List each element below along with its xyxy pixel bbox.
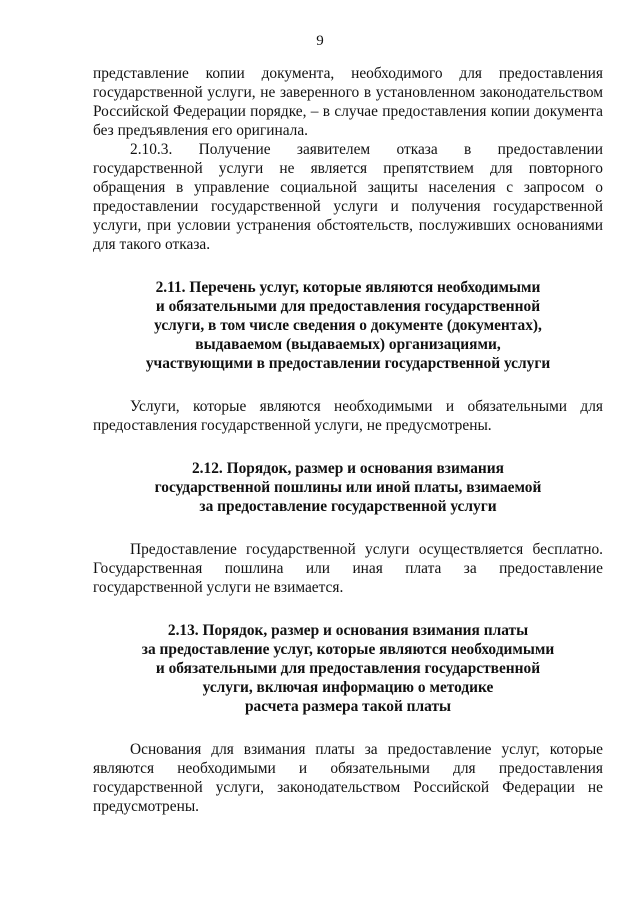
heading-2-13-line-4: услуги, включая информацию о методике — [202, 679, 494, 696]
paragraph-copy-document: представление копии документа, необходимого для предоставления государственной услуги, не заверенного в установленном законодательством Российской Федерации порядке, – в случае предоставления копии документа без предъявления его оригинала. — [93, 65, 603, 139]
heading-2-13-line-3: и обязательными для предоставления государственной — [155, 660, 541, 677]
heading-2-11-line-5: участвующими в предоставлении государственной услуги — [145, 355, 551, 372]
heading-2-11-line-1: 2.11. Перечень услуг, которые являются необходимыми — [155, 279, 541, 296]
heading-2-11-line-3: услуги, в том числе сведения о документе (документах), — [154, 317, 542, 334]
heading-2-13-line-5: расчета размера такой платы — [244, 698, 452, 715]
heading-2-12 — [93, 459, 603, 516]
heading-2-12-line-2: государственной пошлины или иной платы, взимаемой — [154, 479, 542, 496]
paragraph-2-12: Предоставление государственной услуги осуществляется бесплатно. Государственная пошлина или иная плата за предоставление государственной услуги не взимается. — [93, 541, 603, 596]
heading-2-11-line-2: и обязательными для предоставления государственной — [155, 298, 541, 315]
paragraph-2-13: Основания для взимания платы за предоставление услуг, которые являются необходимыми и обязательными для предоставления государственной услуги, законодательством Российской Федерации не предусмотрены. — [93, 741, 603, 815]
heading-2-12-line-1: 2.12. Порядок, размер и основания взимания — [191, 460, 504, 477]
paragraph-2-11: Услуги, которые являются необходимыми и обязательными для предоставления государственной услуги, не предусмотрены. — [93, 398, 603, 434]
heading-2-11 — [93, 278, 603, 373]
heading-2-13-line-1: 2.13. Порядок, размер и основания взимания платы — [167, 622, 529, 639]
heading-2-11-line-4: выдаваемом (выдаваемых) организациями, — [195, 336, 501, 353]
paragraph-2-10-3: 2.10.3. Получение заявителем отказа в предоставлении государственной услуги не является препятствием для повторного обращения в управление социальной защиты населения с запросом о предоставлении государственной услуги и получения государственной услуги, при условии устранения обстоятельств, послуживших основаниями для такого отказа. — [93, 141, 603, 253]
heading-2-13-line-2: за предоставление услуг, которые являются необходимыми — [141, 641, 555, 658]
document-body — [93, 64, 603, 816]
page-number: 9 — [316, 33, 324, 49]
heading-2-12-line-3: за предоставление государственной услуги — [199, 498, 497, 515]
heading-2-13 — [93, 621, 603, 716]
